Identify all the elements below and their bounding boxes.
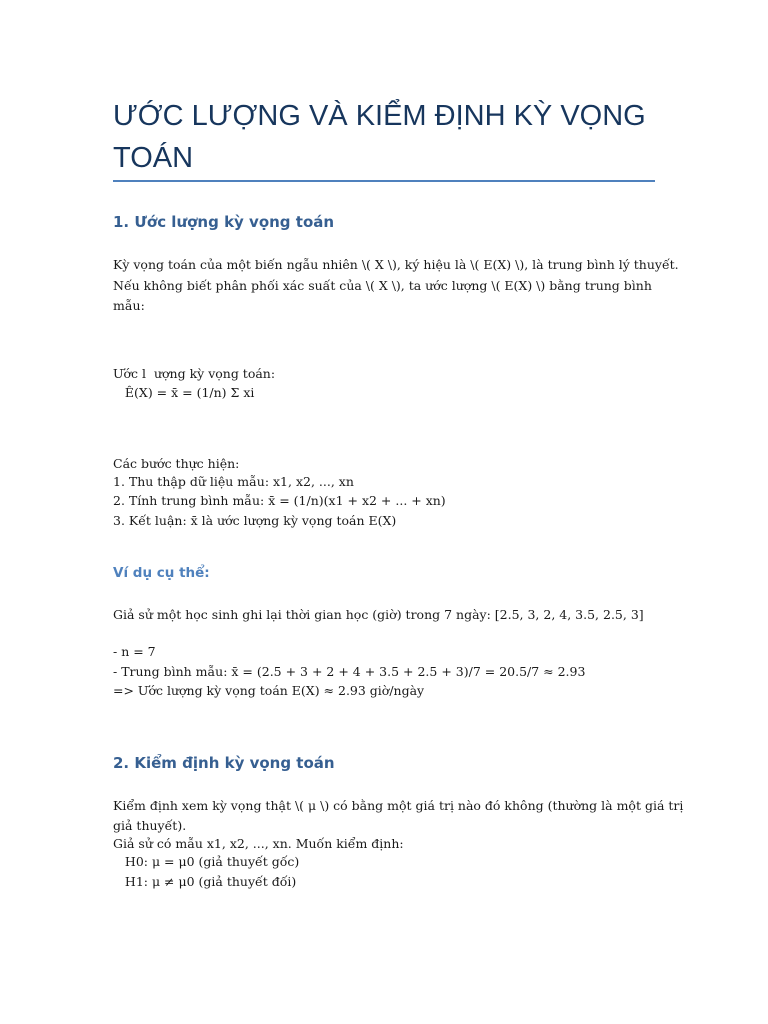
estimator-label: Ước l ượng kỳ vọng toán:: [113, 366, 276, 381]
step-item: 2. Tính trung bình mẫu: x̄ = (1/n)(x1 + x2 + ... + xn): [113, 493, 446, 508]
step-item: 3. Kết luận: x̄ là ước lượng kỳ vọng toán E(X): [113, 513, 397, 528]
example-intro: Giả sử một học sinh ghi lại thời gian học (giờ) trong 7 ngày: [2.5, 3, 2, 4, 3.5, 2.5, 3]: [113, 607, 644, 622]
example-line: - Trung bình mẫu: x̄ = (2.5 + 3 + 2 + 4 + 3.5 + 2.5 + 3)/7 = 20.5/7 ≈ 2.93: [113, 664, 586, 679]
example-line: - n = 7: [113, 644, 156, 659]
step-item: 1. Thu thập dữ liệu mẫu: x1, x2, ..., xn: [113, 474, 354, 489]
paragraph-line: Kiểm định xem kỳ vọng thật \( μ \) có bằng một giá trị nào đó không (thường là một giá trị: [113, 798, 684, 813]
document-title-line-2: TOÁN: [113, 142, 194, 174]
steps-heading: Các bước thực hiện:: [113, 456, 240, 471]
paragraph-line: Nếu không biết phân phối xác suất của \( X \), ta ước lượng \( E(X) \) bằng trung bình: [113, 278, 652, 293]
example-line: => Ước lượng kỳ vọng toán E(X) ≈ 2.93 giờ/ngày: [113, 683, 425, 698]
section-1-heading: 1. Ước lượng kỳ vọng toán: [113, 213, 335, 231]
estimator-formula: Ê(X) = x̄ = (1/n) Σ xi: [113, 385, 255, 400]
paragraph-line: mẫu:: [113, 298, 145, 313]
document-title-line-1: ƯỚC LƯỢNG VÀ KIỂM ĐỊNH KỲ VỌNG: [113, 100, 646, 132]
paragraph-line: Kỳ vọng toán của một biến ngẫu nhiên \( X \), ký hiệu là \( E(X) \), là trung bình lý thuyết.: [113, 257, 679, 272]
title-divider: [113, 180, 655, 182]
hypothesis-h1: H1: μ ≠ μ0 (giả thuyết đối): [113, 874, 297, 889]
section-2-heading: 2. Kiểm định kỳ vọng toán: [113, 754, 335, 772]
paragraph-line: Giả sử có mẫu x1, x2, ..., xn. Muốn kiểm định:: [113, 836, 404, 851]
paragraph-line: giả thuyết).: [113, 818, 187, 833]
hypothesis-h0: H0: μ = μ0 (giả thuyết gốc): [113, 854, 300, 869]
example-heading: Ví dụ cụ thể:: [113, 565, 210, 581]
